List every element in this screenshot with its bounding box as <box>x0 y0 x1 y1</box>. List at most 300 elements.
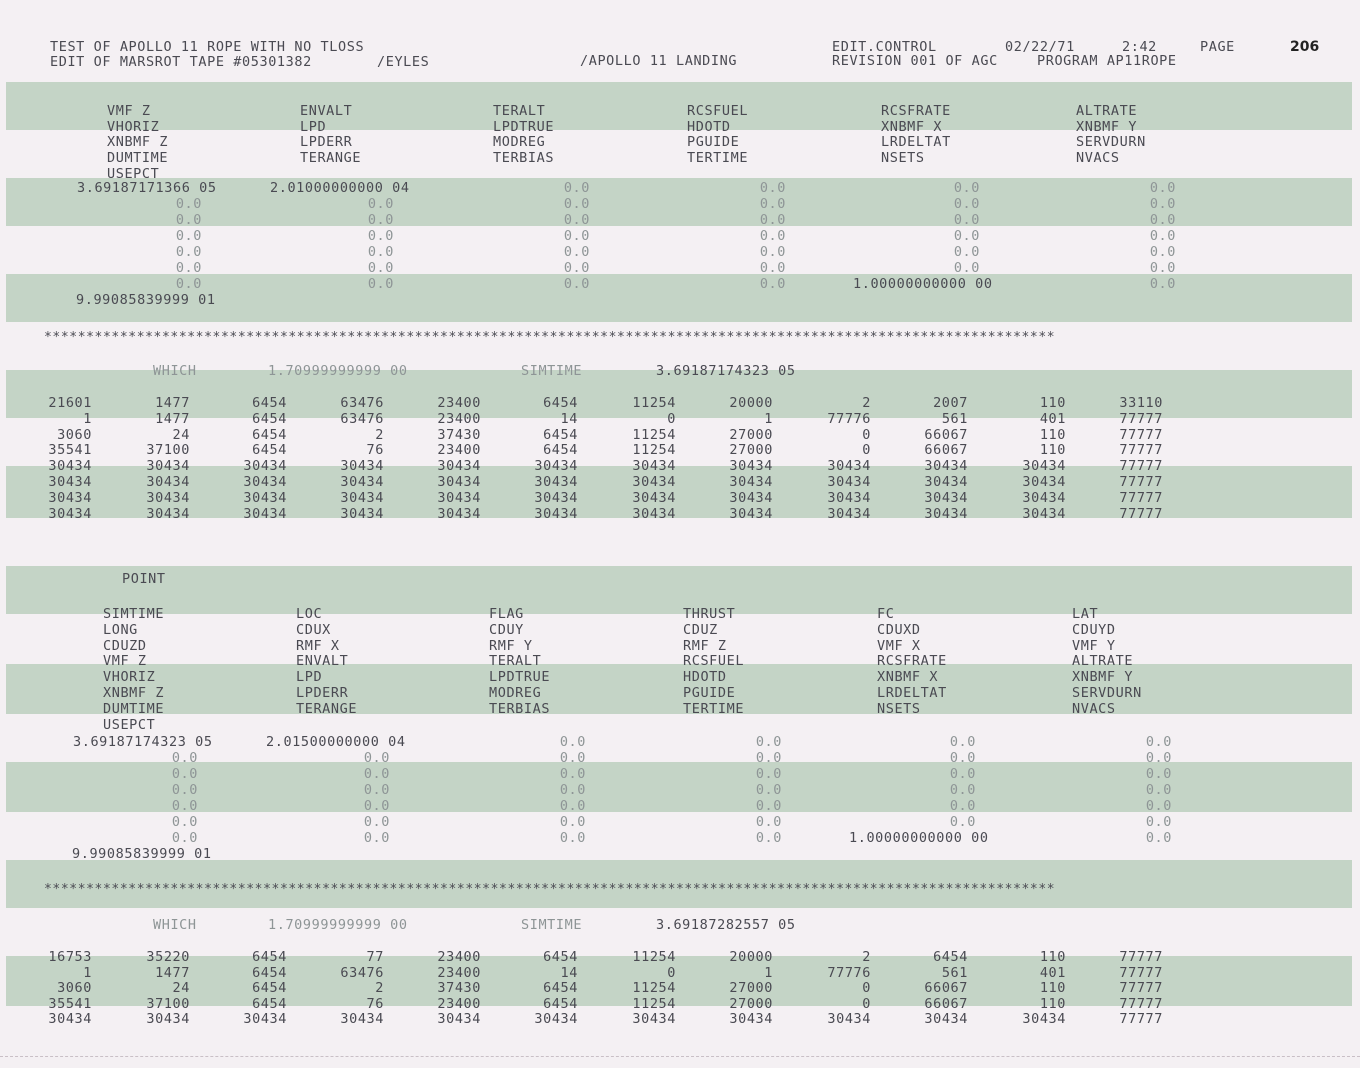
field-label: SERVDURN <box>1072 685 1142 701</box>
asterisk-separator: ************************************************************************************************************************ <box>44 883 1056 897</box>
octal-cell: 30434 <box>243 505 287 522</box>
simtime-value: 3.69187174323 05 <box>656 363 796 379</box>
octal-cell: 30434 <box>827 474 871 490</box>
field-label: CDUXD <box>877 621 921 638</box>
field-value: 0.0 <box>559 766 586 782</box>
asterisk-separator: ************************************************************************************************************************ <box>44 331 1056 345</box>
field-value: 0.0 <box>1145 782 1172 798</box>
octal-cell: 23400 <box>437 395 481 411</box>
octal-cell: 30434 <box>437 458 481 475</box>
field-label: TERALT <box>489 653 542 670</box>
octal-cell: 30434 <box>924 489 968 506</box>
octal-cell: 77777 <box>1119 980 1163 997</box>
octal-cell: 110 <box>1039 395 1066 411</box>
octal-cell: 110 <box>1039 442 1066 459</box>
field-label: DUMTIME <box>107 150 169 167</box>
octal-cell: 30434 <box>534 458 578 475</box>
octal-cell: 30434 <box>729 458 773 475</box>
field-label: USEPCT <box>107 165 160 182</box>
field-label: CDUYD <box>1072 621 1116 638</box>
octal-cell: 30434 <box>924 1011 968 1028</box>
field-label: PGUIDE <box>683 685 736 701</box>
octal-cell: 30434 <box>827 505 871 522</box>
field-value: 0.0 <box>175 196 202 212</box>
field-value: 0.0 <box>563 260 590 276</box>
field-value: 0.0 <box>953 228 980 244</box>
octal-cell: 37100 <box>146 442 190 459</box>
time: 2:42 <box>1122 39 1157 55</box>
octal-cell: 30434 <box>924 458 968 475</box>
octal-cell: 0 <box>862 980 871 997</box>
field-value: 0.0 <box>367 196 394 212</box>
field-label: CDUX <box>296 621 331 638</box>
field-value: 0.0 <box>949 734 976 750</box>
field-value: 0.0 <box>1145 814 1172 830</box>
field-label: CDUZD <box>103 637 147 654</box>
field-label: RMF Z <box>683 637 727 654</box>
octal-cell: 23400 <box>437 949 481 965</box>
field-value: 0.0 <box>759 212 786 228</box>
octal-cell: 3060 <box>57 980 92 997</box>
field-value: 1.00000000000 00 <box>853 276 993 292</box>
octal-cell: 76 <box>366 442 384 459</box>
paper-band <box>6 82 1352 130</box>
field-value: 2.01000000000 04 <box>270 180 410 196</box>
field-value: 0.0 <box>759 244 786 260</box>
octal-cell: 30434 <box>146 1011 190 1028</box>
octal-cell: 561 <box>941 410 968 427</box>
author: /EYLES <box>377 54 430 70</box>
octal-cell: 30434 <box>924 474 968 490</box>
octal-cell: 77777 <box>1119 410 1163 427</box>
paper-band <box>6 566 1352 614</box>
octal-cell: 30434 <box>243 489 287 506</box>
octal-cell: 2 <box>375 426 384 443</box>
field-label: DUMTIME <box>103 700 165 717</box>
field-label: ENVALT <box>296 653 349 670</box>
octal-cell: 3060 <box>57 426 92 443</box>
field-value: 0.0 <box>363 766 390 782</box>
field-value: 0.0 <box>559 750 586 766</box>
field-label: LPDTRUE <box>493 118 555 135</box>
field-value: 0.0 <box>759 228 786 244</box>
field-value: 0.0 <box>175 276 202 292</box>
field-label: VHORIZ <box>107 118 160 135</box>
title-line-1: TEST OF APOLLO 11 ROPE WITH NO TLOSS <box>50 39 365 55</box>
program: PROGRAM AP11ROPE <box>1037 53 1177 69</box>
field-value: 0.0 <box>755 814 782 830</box>
field-value: 0.0 <box>949 798 976 814</box>
octal-cell: 30434 <box>437 1011 481 1028</box>
octal-cell: 1 <box>83 410 92 427</box>
octal-cell: 6454 <box>252 410 287 427</box>
field-value: 0.0 <box>1149 244 1176 260</box>
field-value: 0.0 <box>363 798 390 814</box>
octal-cell: 30434 <box>1022 458 1066 475</box>
field-value: 0.0 <box>1149 180 1176 196</box>
octal-cell: 66067 <box>924 442 968 459</box>
octal-cell: 30434 <box>243 1011 287 1028</box>
perforation-line <box>0 1056 1360 1057</box>
field-label: RCSFRATE <box>877 653 947 670</box>
octal-cell: 30434 <box>243 474 287 490</box>
field-value: 0.0 <box>171 766 198 782</box>
octal-cell: 30434 <box>1022 474 1066 490</box>
octal-cell: 30434 <box>534 505 578 522</box>
date: 02/22/71 <box>1005 39 1075 55</box>
field-value: 0.0 <box>363 782 390 798</box>
field-label: XNBMF X <box>881 118 943 135</box>
field-value: 0.0 <box>1149 196 1176 212</box>
field-label: ALTRATE <box>1072 653 1134 670</box>
field-label: HDOTD <box>687 118 731 135</box>
octal-cell: 77777 <box>1119 964 1163 981</box>
field-value: 0.0 <box>1145 766 1172 782</box>
field-label: RCSFUEL <box>683 653 745 670</box>
octal-cell: 30434 <box>534 489 578 506</box>
octal-cell: 30434 <box>146 474 190 490</box>
octal-cell: 66067 <box>924 995 968 1012</box>
field-value: 0.0 <box>953 260 980 276</box>
field-label: NVACS <box>1076 150 1120 167</box>
octal-cell: 11254 <box>632 426 676 443</box>
field-value: 0.0 <box>953 244 980 260</box>
field-label: RMF Y <box>489 637 533 654</box>
field-value: 0.0 <box>1149 260 1176 276</box>
octal-cell: 30434 <box>48 505 92 522</box>
octal-cell: 63476 <box>340 410 384 427</box>
octal-cell: 1 <box>83 964 92 981</box>
octal-cell: 30434 <box>632 489 676 506</box>
octal-cell: 14 <box>560 410 578 427</box>
field-label: LPD <box>300 118 327 135</box>
octal-cell: 0 <box>667 964 676 981</box>
edit-control: EDIT.CONTROL <box>832 39 937 55</box>
octal-cell: 77777 <box>1119 949 1163 965</box>
octal-cell: 27000 <box>729 980 773 997</box>
octal-cell: 35541 <box>48 442 92 459</box>
field-label: TERBIAS <box>489 700 551 717</box>
octal-cell: 1 <box>764 964 773 981</box>
octal-cell: 30434 <box>1022 1011 1066 1028</box>
field-label: LPDERR <box>296 685 349 701</box>
field-label: LPDTRUE <box>489 669 551 686</box>
field-label: CDUY <box>489 621 524 638</box>
field-label: LAT <box>1072 606 1099 622</box>
field-value: 0.0 <box>1145 750 1172 766</box>
field-label: RCSFUEL <box>687 103 749 119</box>
which-value: 1.70999999999 00 <box>268 917 408 933</box>
field-value: 1.00000000000 00 <box>849 830 989 846</box>
field-value: 0.0 <box>759 260 786 276</box>
simtime-label: SIMTIME <box>521 363 583 379</box>
revision: REVISION 001 OF AGC <box>832 53 998 69</box>
octal-cell: 77776 <box>827 410 871 427</box>
octal-cell: 6454 <box>543 980 578 997</box>
field-value: 0.0 <box>1149 276 1176 292</box>
field-value: 0.0 <box>563 276 590 292</box>
field-value: 0.0 <box>171 750 198 766</box>
octal-cell: 6454 <box>252 395 287 411</box>
field-value: 0.0 <box>953 180 980 196</box>
octal-cell: 30434 <box>146 489 190 506</box>
field-label: ALTRATE <box>1076 103 1138 119</box>
octal-cell: 76 <box>366 995 384 1012</box>
octal-cell: 30434 <box>146 458 190 475</box>
octal-cell: 110 <box>1039 995 1066 1012</box>
field-label: CDUZ <box>683 621 718 638</box>
octal-cell: 30434 <box>48 458 92 475</box>
field-label: XNBMF Z <box>103 685 165 701</box>
octal-cell: 77777 <box>1119 474 1163 490</box>
octal-cell: 110 <box>1039 980 1066 997</box>
field-label: LPD <box>296 669 323 686</box>
field-value: 0.0 <box>759 196 786 212</box>
field-label: LRDELTAT <box>881 134 951 151</box>
field-label: NSETS <box>877 700 921 717</box>
octal-cell: 37430 <box>437 426 481 443</box>
field-label: USEPCT <box>103 716 156 733</box>
field-label: TERTIME <box>687 150 749 167</box>
field-value: 0.0 <box>755 782 782 798</box>
octal-cell: 30434 <box>1022 505 1066 522</box>
octal-cell: 1477 <box>155 410 190 427</box>
octal-cell: 33110 <box>1119 395 1163 411</box>
octal-cell: 30434 <box>729 1011 773 1028</box>
field-label: TERANGE <box>296 700 358 717</box>
field-label: VMF Y <box>1072 637 1116 654</box>
field-value: 0.0 <box>363 814 390 830</box>
octal-cell: 30434 <box>534 474 578 490</box>
field-label: HDOTD <box>683 669 727 686</box>
field-value: 0.0 <box>563 244 590 260</box>
octal-cell: 6454 <box>252 949 287 965</box>
field-label: ENVALT <box>300 103 353 119</box>
field-value: 0.0 <box>755 734 782 750</box>
field-label: PGUIDE <box>687 134 740 151</box>
field-value: 0.0 <box>755 798 782 814</box>
octal-cell: 63476 <box>340 395 384 411</box>
field-label: RMF X <box>296 637 340 654</box>
paper-band <box>6 664 1352 714</box>
octal-cell: 30434 <box>729 505 773 522</box>
field-label: LONG <box>103 621 138 638</box>
octal-cell: 30434 <box>729 474 773 490</box>
octal-cell: 77777 <box>1119 995 1163 1012</box>
field-value: 0.0 <box>759 276 786 292</box>
field-value: 0.0 <box>1145 830 1172 846</box>
octal-cell: 77777 <box>1119 1011 1163 1028</box>
field-label: SIMTIME <box>103 606 165 622</box>
field-value: 0.0 <box>559 734 586 750</box>
octal-cell: 23400 <box>437 410 481 427</box>
field-label: VMF X <box>877 637 921 654</box>
octal-cell: 6454 <box>933 949 968 965</box>
which-label: WHICH <box>153 917 197 933</box>
field-value: 0.0 <box>367 228 394 244</box>
field-value: 0.0 <box>755 766 782 782</box>
octal-cell: 2007 <box>933 395 968 411</box>
octal-cell: 20000 <box>729 949 773 965</box>
octal-cell: 6454 <box>543 949 578 965</box>
octal-cell: 30434 <box>340 474 384 490</box>
octal-cell: 30434 <box>632 1011 676 1028</box>
field-value: 0.0 <box>953 212 980 228</box>
field-label: TERTIME <box>683 700 745 717</box>
octal-cell: 6454 <box>543 995 578 1012</box>
octal-cell: 35541 <box>48 995 92 1012</box>
octal-cell: 23400 <box>437 442 481 459</box>
octal-cell: 27000 <box>729 995 773 1012</box>
octal-cell: 77776 <box>827 964 871 981</box>
field-label: LOC <box>296 606 323 622</box>
simtime-value: 3.69187282557 05 <box>656 917 796 933</box>
octal-cell: 6454 <box>252 995 287 1012</box>
octal-cell: 23400 <box>437 995 481 1012</box>
field-value: 0.0 <box>1149 212 1176 228</box>
octal-cell: 0 <box>862 995 871 1012</box>
field-value: 9.99085839999 01 <box>76 292 216 308</box>
octal-cell: 6454 <box>543 426 578 443</box>
field-value: 2.01500000000 04 <box>266 734 406 750</box>
field-label: NVACS <box>1072 700 1116 717</box>
which-value: 1.70999999999 00 <box>268 363 408 379</box>
octal-cell: 1477 <box>155 964 190 981</box>
octal-cell: 1 <box>764 410 773 427</box>
field-label: LRDELTAT <box>877 685 947 701</box>
field-label: MODREG <box>489 685 542 701</box>
octal-cell: 30434 <box>437 489 481 506</box>
which-label: WHICH <box>153 363 197 379</box>
field-value: 0.0 <box>175 212 202 228</box>
field-label: FC <box>877 606 895 622</box>
octal-cell: 6454 <box>252 964 287 981</box>
page-number: 206 <box>1290 39 1320 55</box>
field-label: VMF Z <box>107 103 151 119</box>
octal-cell: 401 <box>1039 964 1066 981</box>
field-label: TERANGE <box>300 150 362 167</box>
octal-cell: 11254 <box>632 995 676 1012</box>
octal-cell: 401 <box>1039 410 1066 427</box>
octal-cell: 24 <box>172 426 190 443</box>
field-label: XNBMF Y <box>1072 669 1134 686</box>
field-label: NSETS <box>881 150 925 167</box>
field-value: 0.0 <box>1145 734 1172 750</box>
field-value: 3.69187174323 05 <box>73 734 213 750</box>
octal-cell: 77777 <box>1119 458 1163 475</box>
field-value: 0.0 <box>949 750 976 766</box>
octal-cell: 77777 <box>1119 505 1163 522</box>
octal-cell: 6454 <box>543 442 578 459</box>
field-value: 0.0 <box>171 830 198 846</box>
field-value: 9.99085839999 01 <box>72 846 212 862</box>
octal-cell: 30434 <box>632 474 676 490</box>
field-value: 0.0 <box>363 750 390 766</box>
field-label: TERBIAS <box>493 150 555 167</box>
octal-cell: 1477 <box>155 395 190 411</box>
field-value: 0.0 <box>367 260 394 276</box>
octal-cell: 30434 <box>437 474 481 490</box>
octal-cell: 11254 <box>632 442 676 459</box>
field-value: 0.0 <box>1149 228 1176 244</box>
field-label: LPDERR <box>300 134 353 151</box>
simtime-label: SIMTIME <box>521 917 583 933</box>
octal-cell: 30434 <box>48 489 92 506</box>
field-label: XNBMF Y <box>1076 118 1138 135</box>
octal-cell: 6454 <box>252 426 287 443</box>
field-label: XNBMF X <box>877 669 939 686</box>
octal-cell: 23400 <box>437 964 481 981</box>
octal-cell: 20000 <box>729 395 773 411</box>
octal-cell: 30434 <box>924 505 968 522</box>
field-value: 0.0 <box>755 750 782 766</box>
field-value: 0.0 <box>563 212 590 228</box>
field-value: 0.0 <box>559 830 586 846</box>
field-label: VHORIZ <box>103 669 156 686</box>
octal-cell: 27000 <box>729 442 773 459</box>
field-value: 0.0 <box>559 782 586 798</box>
field-value: 0.0 <box>953 196 980 212</box>
field-value: 0.0 <box>171 782 198 798</box>
field-label: THRUST <box>683 606 736 622</box>
octal-cell: 77777 <box>1119 489 1163 506</box>
octal-cell: 110 <box>1039 426 1066 443</box>
octal-cell: 63476 <box>340 964 384 981</box>
octal-cell: 77 <box>366 949 384 965</box>
octal-cell: 30434 <box>729 489 773 506</box>
field-label: SERVDURN <box>1076 134 1146 151</box>
octal-cell: 110 <box>1039 949 1066 965</box>
octal-cell: 6454 <box>543 395 578 411</box>
octal-cell: 6454 <box>252 442 287 459</box>
field-value: 0.0 <box>175 244 202 260</box>
octal-cell: 37430 <box>437 980 481 997</box>
octal-cell: 11254 <box>632 980 676 997</box>
octal-cell: 21601 <box>48 395 92 411</box>
octal-cell: 30434 <box>632 458 676 475</box>
field-value: 0.0 <box>171 814 198 830</box>
octal-cell: 30434 <box>340 505 384 522</box>
field-label: VMF Z <box>103 653 147 670</box>
octal-cell: 37100 <box>146 995 190 1012</box>
octal-cell: 30434 <box>632 505 676 522</box>
field-value: 0.0 <box>171 798 198 814</box>
field-label: TERALT <box>493 103 546 119</box>
octal-cell: 14 <box>560 964 578 981</box>
octal-cell: 30434 <box>534 1011 578 1028</box>
octal-cell: 0 <box>862 442 871 459</box>
octal-cell: 2 <box>862 949 871 965</box>
octal-cell: 561 <box>941 964 968 981</box>
octal-cell: 27000 <box>729 426 773 443</box>
octal-cell: 24 <box>172 980 190 997</box>
octal-cell: 30434 <box>827 458 871 475</box>
field-value: 0.0 <box>949 766 976 782</box>
octal-cell: 30434 <box>48 1011 92 1028</box>
field-label: XNBMF Z <box>107 134 169 151</box>
field-value: 0.0 <box>563 228 590 244</box>
field-value: 0.0 <box>367 276 394 292</box>
octal-cell: 2 <box>862 395 871 411</box>
field-value: 0.0 <box>559 798 586 814</box>
field-value: 0.0 <box>949 814 976 830</box>
page-label: PAGE <box>1200 39 1235 55</box>
field-value: 0.0 <box>175 260 202 276</box>
octal-cell: 35220 <box>146 949 190 965</box>
field-value: 0.0 <box>949 782 976 798</box>
octal-cell: 77777 <box>1119 426 1163 443</box>
octal-cell: 30434 <box>340 489 384 506</box>
